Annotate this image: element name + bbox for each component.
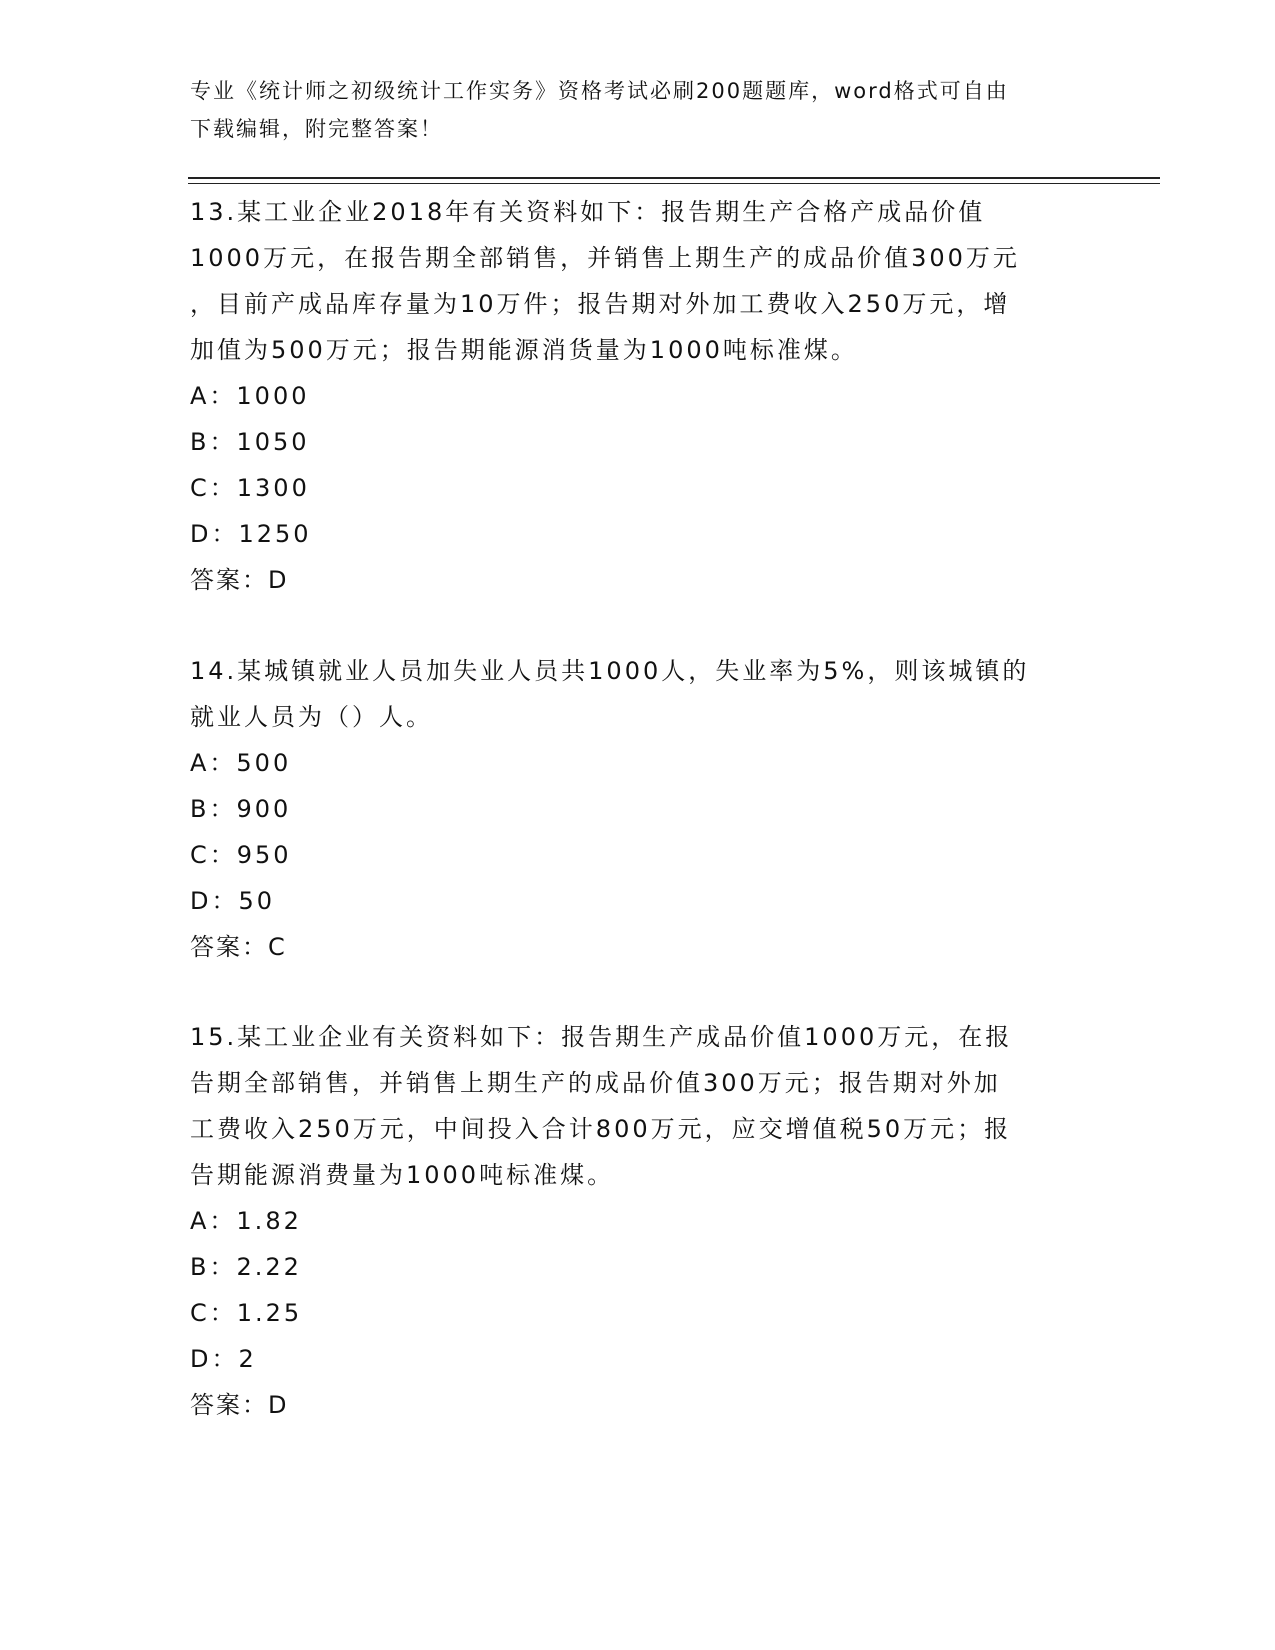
question-15-option-a: A：1.82 xyxy=(190,1207,302,1235)
question-15-answer: 答案：D xyxy=(190,1391,289,1419)
question-15-stem-line-2: 告期全部销售，并销售上期生产的成品价值300万元；报告期对外加 xyxy=(190,1069,1001,1097)
question-15 xyxy=(190,1014,1090,1428)
question-14-option-c: C：950 xyxy=(190,841,292,869)
question-14-stem-line-2: 就业人员为（）人。 xyxy=(190,703,433,731)
question-13-answer: 答案：D xyxy=(190,566,289,594)
question-13-stem-line-4: 加值为500万元；报告期能源消货量为1000吨标准煤。 xyxy=(190,336,858,364)
question-13 xyxy=(190,189,1090,603)
question-14-option-d: D：50 xyxy=(190,887,276,915)
question-13-option-a: A：1000 xyxy=(190,382,310,410)
question-15-stem-line-1: 15.某工业企业有关资料如下：报告期生产成品价值1000万元，在报 xyxy=(190,1023,1013,1051)
question-14-stem-line-1: 14.某城镇就业人员加失业人员共1000人，失业率为5%，则该城镇的 xyxy=(190,657,1030,685)
question-13-option-c: C：1300 xyxy=(190,474,310,502)
question-13-option-d: D：1250 xyxy=(190,520,312,548)
header-rule-thin xyxy=(188,183,1160,184)
question-13-stem-line-1: 13.某工业企业2018年有关资料如下：报告期生产合格产成品价值 xyxy=(190,198,986,226)
header-rule-thick xyxy=(188,177,1160,179)
question-14 xyxy=(190,648,1090,970)
question-15-option-b: B：2.22 xyxy=(190,1253,302,1281)
header-line-2: 下载编辑，附完整答案！ xyxy=(190,117,443,141)
header-line-1: 专业《统计师之初级统计工作实务》资格考试必刷200题题库，word格式可自由 xyxy=(190,79,1009,103)
question-15-stem-line-4: 告期能源消费量为1000吨标准煤。 xyxy=(190,1161,615,1189)
question-14-option-a: A：500 xyxy=(190,749,292,777)
question-15-option-c: C：1.25 xyxy=(190,1299,303,1327)
question-14-option-b: B：900 xyxy=(190,795,292,823)
document-header xyxy=(190,72,1090,148)
question-13-stem-line-3: ，目前产成品库存量为10万件；报告期对外加工费收入250万元，增 xyxy=(190,290,1011,318)
question-15-stem-line-3: 工费收入250万元，中间投入合计800万元，应交增值税50万元；报 xyxy=(190,1115,1012,1143)
question-13-option-b: B：1050 xyxy=(190,428,310,456)
question-14-answer: 答案：C xyxy=(190,933,287,961)
question-13-stem-line-2: 1000万元，在报告期全部销售，并销售上期生产的成品价值300万元 xyxy=(190,244,1020,272)
question-15-option-d: D：2 xyxy=(190,1345,257,1373)
